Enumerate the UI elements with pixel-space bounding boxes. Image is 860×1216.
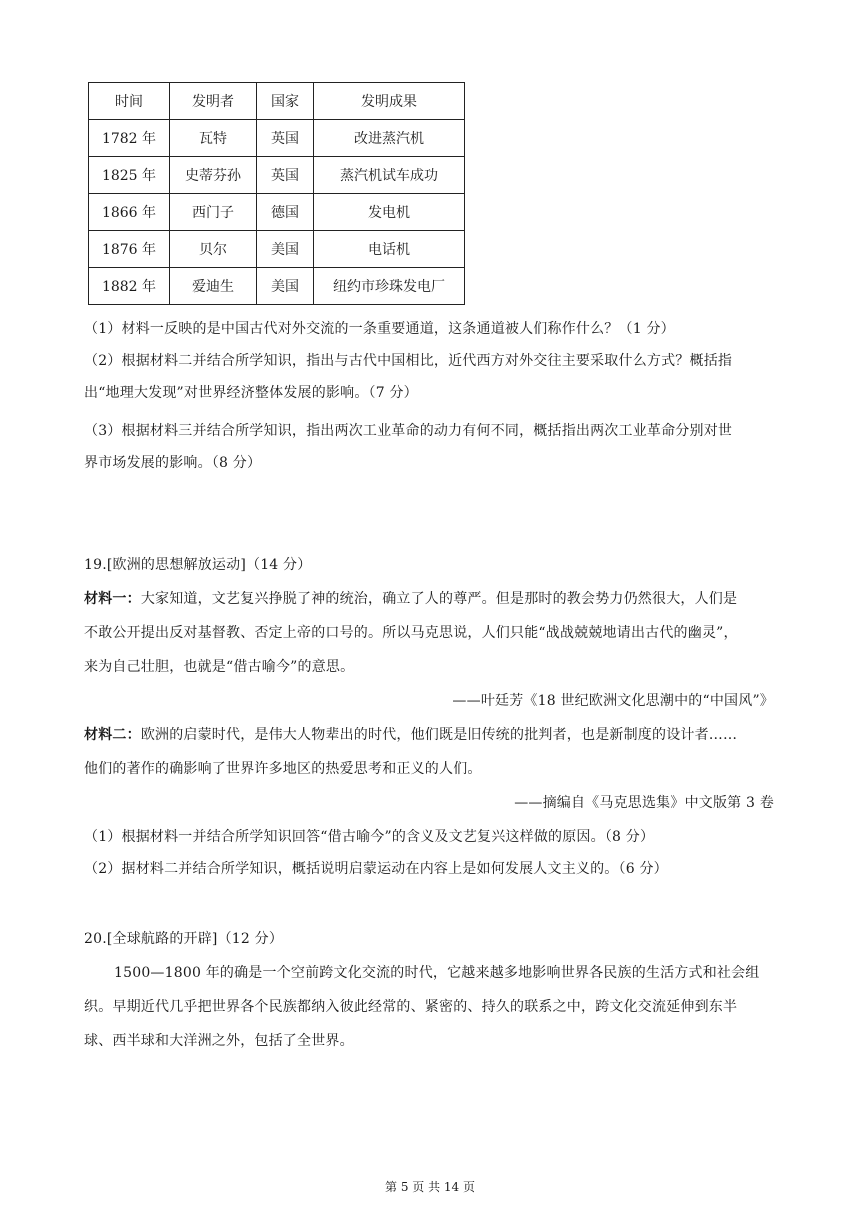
table-cell: 发明者 bbox=[170, 83, 257, 120]
table-cell: 1876 年 bbox=[89, 231, 170, 268]
page-footer: 第 5 页 共 14 页 bbox=[385, 1180, 475, 1194]
table-cell: 发明成果 bbox=[314, 83, 465, 120]
table-cell: 国家 bbox=[257, 83, 314, 120]
q19-material2-source: ——摘编自《马克思选集》中文版第 3 卷 bbox=[514, 795, 774, 811]
q18-sub3-line2: 界市场发展的影响。（8 分） bbox=[84, 455, 262, 471]
table-cell: 发电机 bbox=[314, 194, 465, 231]
q19-material1-line1 bbox=[84, 588, 737, 608]
table-cell: 美国 bbox=[257, 231, 314, 268]
table-cell: 史蒂芬孙 bbox=[170, 157, 257, 194]
q18-sub3-line1: （3）根据材料三并结合所学知识，指出两次工业革命的动力有何不同，概括指出两次工业革命分别对世 bbox=[84, 423, 733, 439]
table-cell: 1782 年 bbox=[89, 120, 170, 157]
q19-material1-source: ——叶廷芳《18 世纪欧洲文化思潮中的“中国风”》 bbox=[452, 693, 774, 709]
q20-para-line1: 1500—1800 年的确是一个空前跨文化交流的时代，它越来越多地影响世界各民族的生活方式和社会组 bbox=[114, 965, 760, 981]
table-cell: 贝尔 bbox=[170, 231, 257, 268]
table-header-row bbox=[89, 83, 465, 120]
table-row bbox=[89, 268, 465, 305]
table-cell: 英国 bbox=[257, 120, 314, 157]
table-cell: 时间 bbox=[89, 83, 170, 120]
q18-sub2-line1: （2）根据材料二并结合所学知识，指出与古代中国相比，近代西方对外交往主要采取什么方式？概括指 bbox=[84, 353, 733, 369]
q18-sub1: （1）材料一反映的是中国古代对外交流的一条重要通道，这条通道被人们称作什么？（1 分） bbox=[84, 321, 675, 337]
invention-table bbox=[88, 82, 465, 305]
q19-material2-line2: 他们的著作的确影响了世界许多地区的热爱思考和正义的人们。 bbox=[84, 761, 482, 777]
material2-label: 材料二： bbox=[84, 727, 141, 743]
q18-sub2-line2: 出“地理大发现”对世界经济整体发展的影响。（7 分） bbox=[84, 385, 418, 401]
table-cell: 德国 bbox=[257, 194, 314, 231]
q20-title: 20.[全球航路的开辟]（12 分） bbox=[84, 931, 284, 947]
table-row bbox=[89, 157, 465, 194]
q19-material2-line1 bbox=[84, 724, 737, 744]
table-cell: 电话机 bbox=[314, 231, 465, 268]
table-cell: 美国 bbox=[257, 268, 314, 305]
table-cell: 1866 年 bbox=[89, 194, 170, 231]
table-cell: 瓦特 bbox=[170, 120, 257, 157]
table-cell: 英国 bbox=[257, 157, 314, 194]
material1-label: 材料一： bbox=[84, 591, 141, 607]
table-cell: 1882 年 bbox=[89, 268, 170, 305]
table-cell: 蒸汽机试车成功 bbox=[314, 157, 465, 194]
table-cell: 1825 年 bbox=[89, 157, 170, 194]
table-cell: 爱迪生 bbox=[170, 268, 257, 305]
table-cell: 西门子 bbox=[170, 194, 257, 231]
q19-material1-line3: 来为自己壮胆，也就是“借古喻今”的意思。 bbox=[84, 659, 355, 675]
material2-text: 欧洲的启蒙时代，是伟大人物辈出的时代，他们既是旧传统的批判者，也是新制度的设计者…… bbox=[140, 727, 738, 743]
q19-sub2: （2）据材料二并结合所学知识，概括说明启蒙运动在内容上是如何发展人文主义的。（6 分） bbox=[84, 861, 668, 877]
material1-text: 大家知道，文艺复兴挣脱了神的统治，确立了人的尊严。但是那时的教会势力仍然很大，人们是 bbox=[140, 591, 738, 607]
q20-para-line3: 球、西半球和大洋洲之外，包括了全世界。 bbox=[84, 1033, 354, 1049]
q20-para-line2: 织。早期近代几乎把世界各个民族都纳入彼此经常的、紧密的、持久的联系之中，跨文化交流延伸到东半 bbox=[84, 999, 738, 1015]
table-cell: 纽约市珍珠发电厂 bbox=[314, 268, 465, 305]
q19-material1-line2: 不敢公开提出反对基督教、否定上帝的口号的。所以马克思说，人们只能“战战兢兢地请出古代的幽灵”， bbox=[84, 625, 738, 641]
q19-sub1: （1）根据材料一并结合所学知识回答“借古喻今”的含义及文艺复兴这样做的原因。（8 分） bbox=[84, 829, 655, 845]
table-row bbox=[89, 194, 465, 231]
q19-title: 19.[欧洲的思想解放运动]（14 分） bbox=[84, 557, 312, 573]
table-row bbox=[89, 231, 465, 268]
table-cell: 改进蒸汽机 bbox=[314, 120, 465, 157]
table-row bbox=[89, 120, 465, 157]
